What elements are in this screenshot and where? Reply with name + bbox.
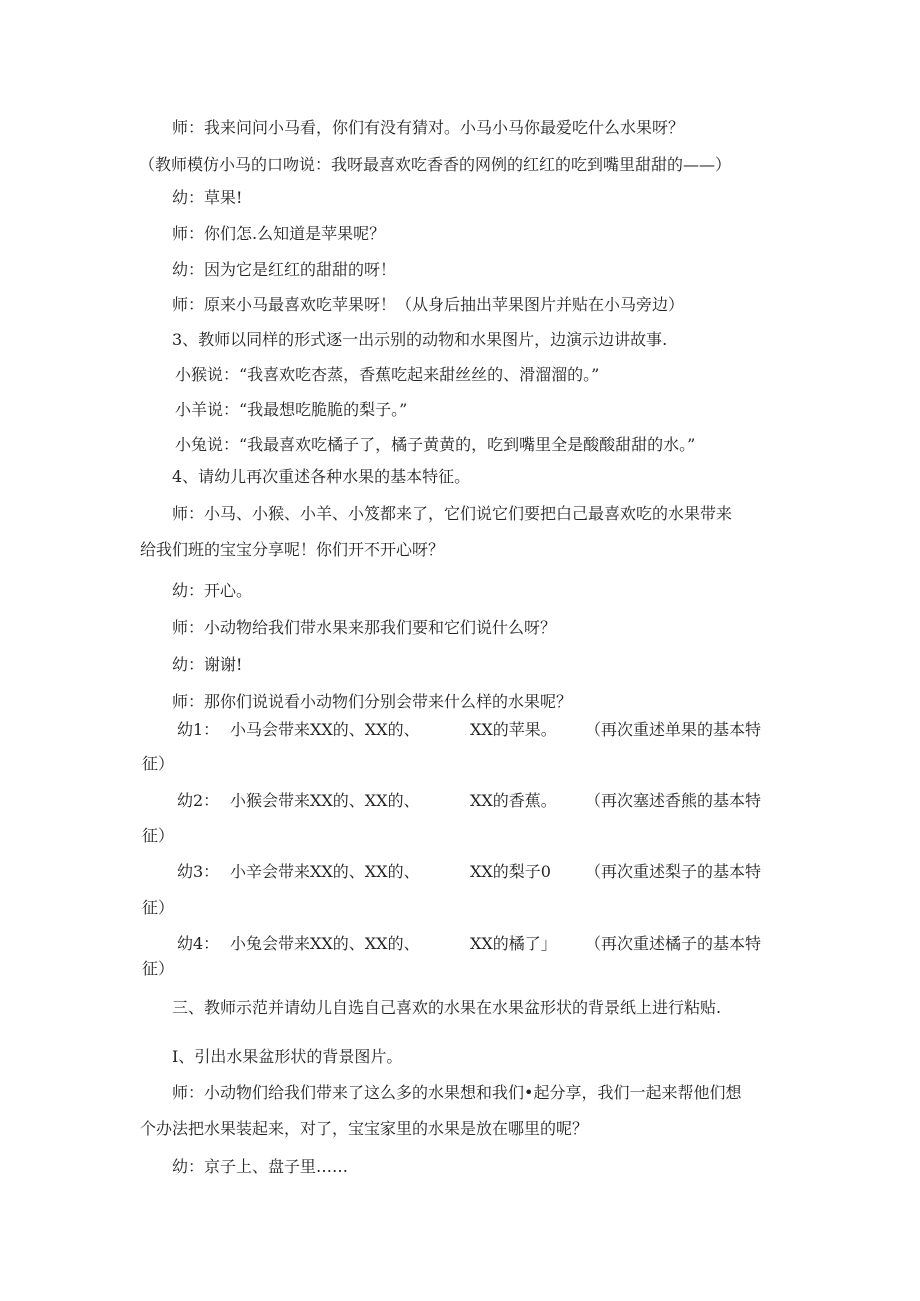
answer-speaker: 幼4：: [177, 934, 220, 953]
text-line: 师：我来问问小马看，你们有没有猜对。小马小马你最爱吃什么水果呀？: [172, 118, 685, 137]
text-line: 3、教师以同样的形式逐一出示别的动物和水果图片，边演示边讲故事.: [172, 330, 668, 349]
answer-text: 小兔会带来XX的、XX的、: [230, 934, 420, 953]
answer-note: （再次塞述香熊的基本特: [585, 791, 762, 810]
text-line: 幼：草果!: [172, 188, 243, 207]
answer-text: 小马会带来XX的、XX的、: [230, 720, 420, 739]
text-line: 小兔说：“我最喜欢吃橘子了，橘子黄黄的，吃到嘴里全是酸酸甜甜的水。”: [175, 435, 696, 454]
text-line: 师：你们怎.么知道是苹果呢？: [172, 224, 386, 243]
answer-speaker: 幼3：: [177, 862, 220, 881]
section-heading: 三、教师示范并请幼儿自选自己喜欢的水果在水果盆形状的背景纸上进行粘贴.: [172, 998, 722, 1017]
answer-note: （再次重述单果的基本特: [585, 720, 762, 739]
answer-fruit: XX的梨子0: [470, 862, 551, 881]
text-line: 幼：开心。: [172, 581, 253, 600]
text-line: 小羊说：“我最想吃脆脆的梨子。”: [175, 400, 408, 419]
answer-note: （再次重述橘子的基本特: [585, 934, 762, 953]
answer-fruit: XX的苹果。: [470, 720, 557, 739]
answer-note-cont: 征）: [142, 898, 175, 917]
text-line: 师：小动物们给我们带来了这么多的水果想和我们•起分享，我们一起来帮他们想: [172, 1083, 742, 1102]
text-line: 师：小动物给我们带水果来那我们要和它们说什么呀？: [172, 618, 557, 637]
text-line: 师：那你们说说看小动物们分别会带来什么样的水果呢？: [172, 692, 573, 711]
text-line: 给我们班的宝宝分享呢！你们开不开心呀？: [140, 540, 445, 559]
text-line: 小猴说：“我喜欢吃杏蒸，香蕉吃起来甜丝丝的、滑溜溜的。”: [175, 365, 600, 384]
answer-text: 小猴会带来XX的、XX的、: [230, 791, 420, 810]
answer-speaker: 幼1：: [177, 720, 220, 739]
text-line: I、引出水果盆形状的背景图片。: [172, 1047, 403, 1066]
text-line: 幼：因为它是红红的甜甜的呀！: [172, 260, 397, 279]
text-line: 4、请幼儿再次重述各种水果的基本特征。: [172, 467, 471, 486]
answer-note-cont: 征）: [142, 826, 175, 845]
text-line: 幼：京子上、盘子里……: [172, 1157, 349, 1176]
text-line: 个办法把水果装起来，对了，宝宝家里的水果是放在哪里的呢？: [140, 1119, 589, 1138]
answer-text: 小辛会带来XX的、XX的、: [230, 862, 420, 881]
answer-speaker: 幼2：: [177, 791, 220, 810]
answer-note: （再次重述梨子的基本特: [585, 862, 762, 881]
text-line: 师：小马、小猴、小羊、小笈都来了，它们说它们要把白己最喜欢吃的水果带来: [172, 504, 733, 523]
answer-fruit: XX的橘了」: [470, 934, 557, 953]
answer-note-cont: 征）: [142, 754, 175, 773]
text-line: 师：原来小马最喜欢吃苹果呀！（从身后抽出苹果图片并贴在小马旁边）: [172, 295, 685, 314]
text-line: （教师模仿小马的口吻说：我呀最喜欢吃香香的网例的红红的吃到嘴里甜甜的——）: [139, 155, 732, 174]
text-line: 幼：谢谢!: [172, 655, 243, 674]
answer-fruit: XX的香蕉。: [470, 791, 557, 810]
answer-note-cont: 征）: [142, 959, 175, 978]
